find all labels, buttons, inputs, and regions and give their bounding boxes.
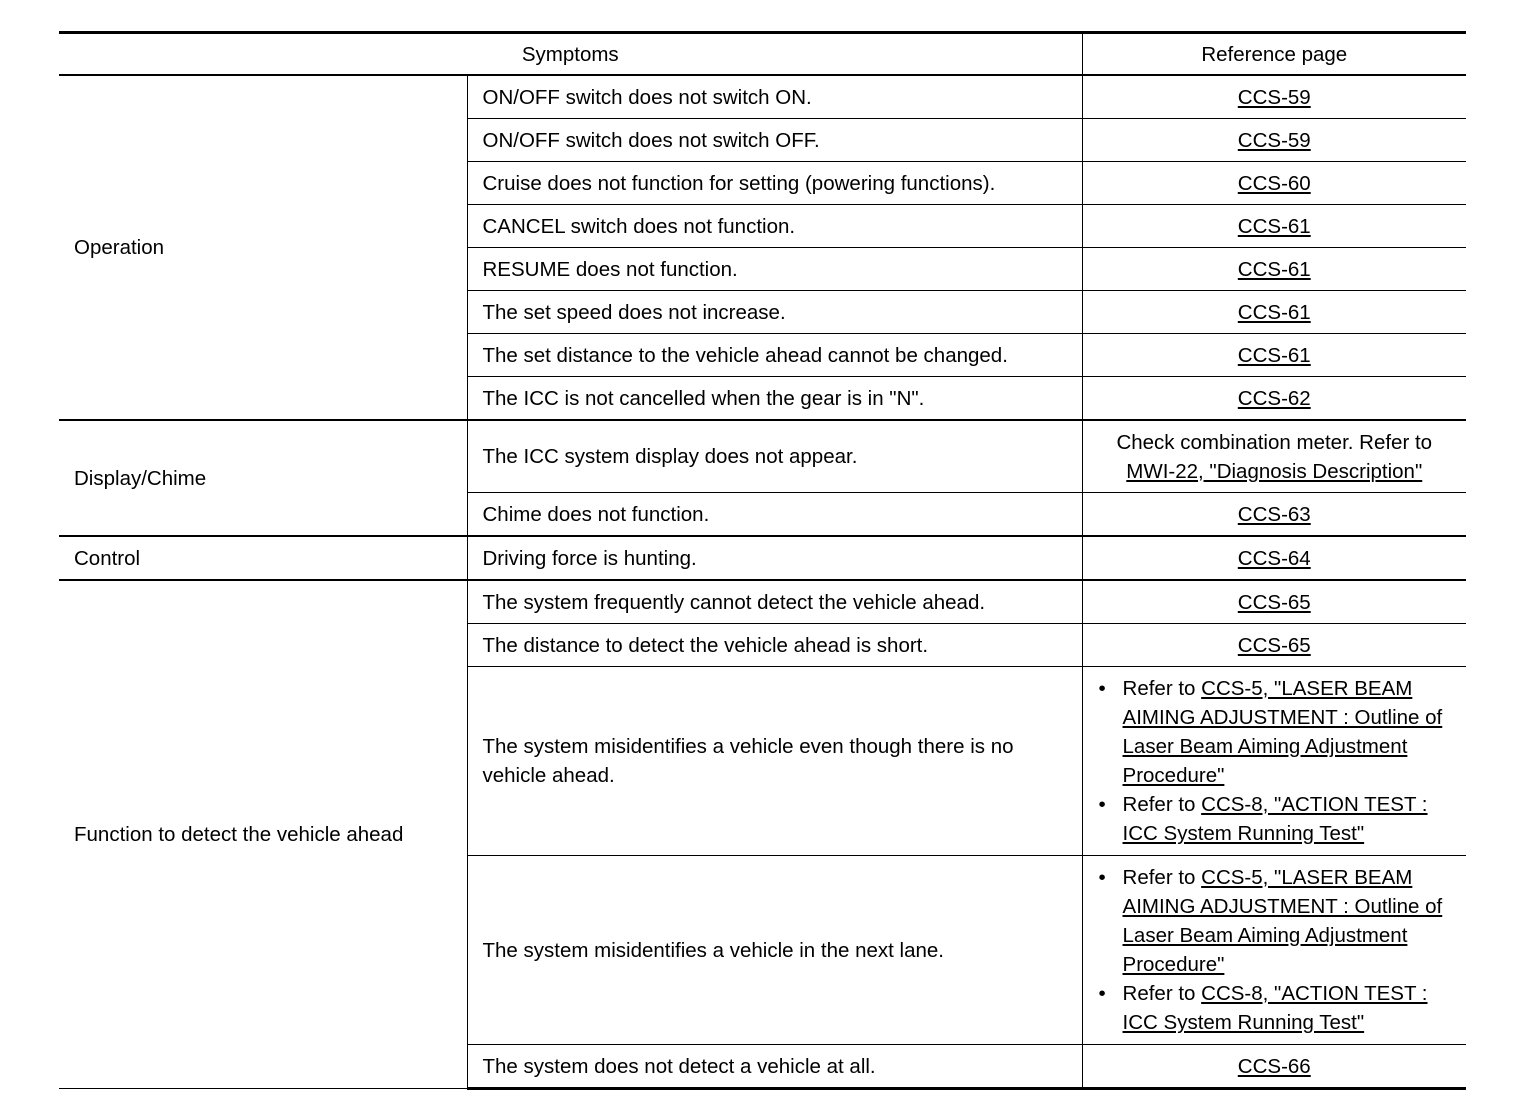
symptom-cell: CANCEL switch does not function.: [467, 205, 1082, 248]
reference-link[interactable]: MWI-22, "Diagnosis Description": [1126, 459, 1423, 483]
symptom-cell: The system misidentifies a vehicle in the next lane.: [467, 856, 1082, 1045]
reference-link[interactable]: CCS-8, "ACTION TEST : ICC System Running Test": [1122, 982, 1428, 1034]
reference-cell: [1082, 580, 1466, 624]
reference-list: [1099, 863, 1461, 1037]
group-detect-vehicle-ahead: Function to detect the vehicle ahead: [59, 580, 467, 1089]
header-reference-page: Reference page: [1082, 33, 1466, 76]
reference-list: [1099, 674, 1461, 848]
table-row: [59, 580, 1466, 624]
reference-link[interactable]: CCS-66: [1237, 1054, 1311, 1078]
bullet-icon: •: [1098, 866, 1106, 889]
reference-cell: [1082, 205, 1466, 248]
symptom-cell: The set speed does not increase.: [467, 291, 1082, 334]
reference-link[interactable]: CCS-65: [1237, 590, 1311, 614]
symptom-cell: Cruise does not function for setting (powering functions).: [467, 162, 1082, 205]
reference-link[interactable]: CCS-61: [1237, 214, 1311, 238]
reference-cell: [1082, 624, 1466, 667]
symptoms-table: [59, 31, 1466, 1090]
list-item: [1099, 790, 1461, 848]
reference-cell: [1082, 291, 1466, 334]
reference-link[interactable]: CCS-8, "ACTION TEST : ICC System Running Test": [1122, 793, 1428, 845]
reference-link[interactable]: CCS-62: [1237, 386, 1311, 410]
reference-link[interactable]: CCS-60: [1237, 171, 1311, 195]
table-row: [59, 75, 1466, 119]
reference-prefix: Refer to: [1122, 982, 1196, 1005]
reference-prefix: Check combination meter. Refer to: [1116, 430, 1433, 454]
reference-prefix: Refer to: [1122, 677, 1196, 700]
list-item: [1099, 863, 1461, 979]
reference-prefix: Refer to: [1122, 793, 1196, 816]
list-item: [1099, 979, 1461, 1037]
reference-prefix: Refer to: [1122, 866, 1196, 889]
reference-cell: [1082, 667, 1466, 856]
symptom-cell: The system frequently cannot detect the vehicle ahead.: [467, 580, 1082, 624]
symptom-cell: RESUME does not function.: [467, 248, 1082, 291]
symptom-cell: ON/OFF switch does not switch ON.: [467, 75, 1082, 119]
reference-cell: [1082, 119, 1466, 162]
symptom-cell: Driving force is hunting.: [467, 536, 1082, 580]
header-symptoms: Symptoms: [59, 33, 1082, 76]
reference-link[interactable]: CCS-5, "LASER BEAM AIMING ADJUSTMENT : Outline of Laser Beam Aiming Adjustment Procedure": [1122, 866, 1443, 976]
list-item: [1099, 674, 1461, 790]
reference-link[interactable]: CCS-65: [1237, 633, 1311, 657]
symptom-cell: The system misidentifies a vehicle even though there is no vehicle ahead.: [467, 667, 1082, 856]
reference-cell: [1082, 420, 1466, 493]
reference-link[interactable]: CCS-59: [1237, 85, 1311, 109]
symptom-cell: The system does not detect a vehicle at all.: [467, 1045, 1082, 1089]
bullet-icon: •: [1098, 793, 1106, 816]
table-header-row: [59, 33, 1466, 76]
reference-cell: [1082, 75, 1466, 119]
reference-cell: [1082, 536, 1466, 580]
group-control: Control: [59, 536, 467, 580]
symptom-cell: The distance to detect the vehicle ahead is short.: [467, 624, 1082, 667]
reference-cell: [1082, 493, 1466, 537]
group-display-chime: Display/Chime: [59, 420, 467, 536]
reference-cell: [1082, 162, 1466, 205]
reference-cell: [1082, 377, 1466, 421]
symptom-cell: The set distance to the vehicle ahead cannot be changed.: [467, 334, 1082, 377]
reference-link[interactable]: CCS-64: [1237, 546, 1311, 570]
reference-link[interactable]: CCS-61: [1237, 300, 1311, 324]
table-row: [59, 420, 1466, 493]
group-operation: Operation: [59, 75, 467, 420]
reference-cell: [1082, 1045, 1466, 1089]
reference-link[interactable]: CCS-5, "LASER BEAM AIMING ADJUSTMENT : Outline of Laser Beam Aiming Adjustment Procedure": [1122, 677, 1443, 787]
reference-link[interactable]: CCS-59: [1237, 128, 1311, 152]
symptom-cell: Chime does not function.: [467, 493, 1082, 537]
reference-link[interactable]: CCS-63: [1237, 502, 1311, 526]
reference-link[interactable]: CCS-61: [1237, 257, 1311, 281]
reference-cell: [1082, 248, 1466, 291]
reference-cell: [1082, 334, 1466, 377]
symptom-cell: The ICC is not cancelled when the gear is in "N".: [467, 377, 1082, 421]
bullet-icon: •: [1098, 982, 1106, 1005]
reference-link[interactable]: CCS-61: [1237, 343, 1311, 367]
symptom-cell: The ICC system display does not appear.: [467, 420, 1082, 493]
table-row: [59, 536, 1466, 580]
reference-cell: [1082, 856, 1466, 1045]
symptom-cell: ON/OFF switch does not switch OFF.: [467, 119, 1082, 162]
bullet-icon: •: [1098, 677, 1106, 700]
